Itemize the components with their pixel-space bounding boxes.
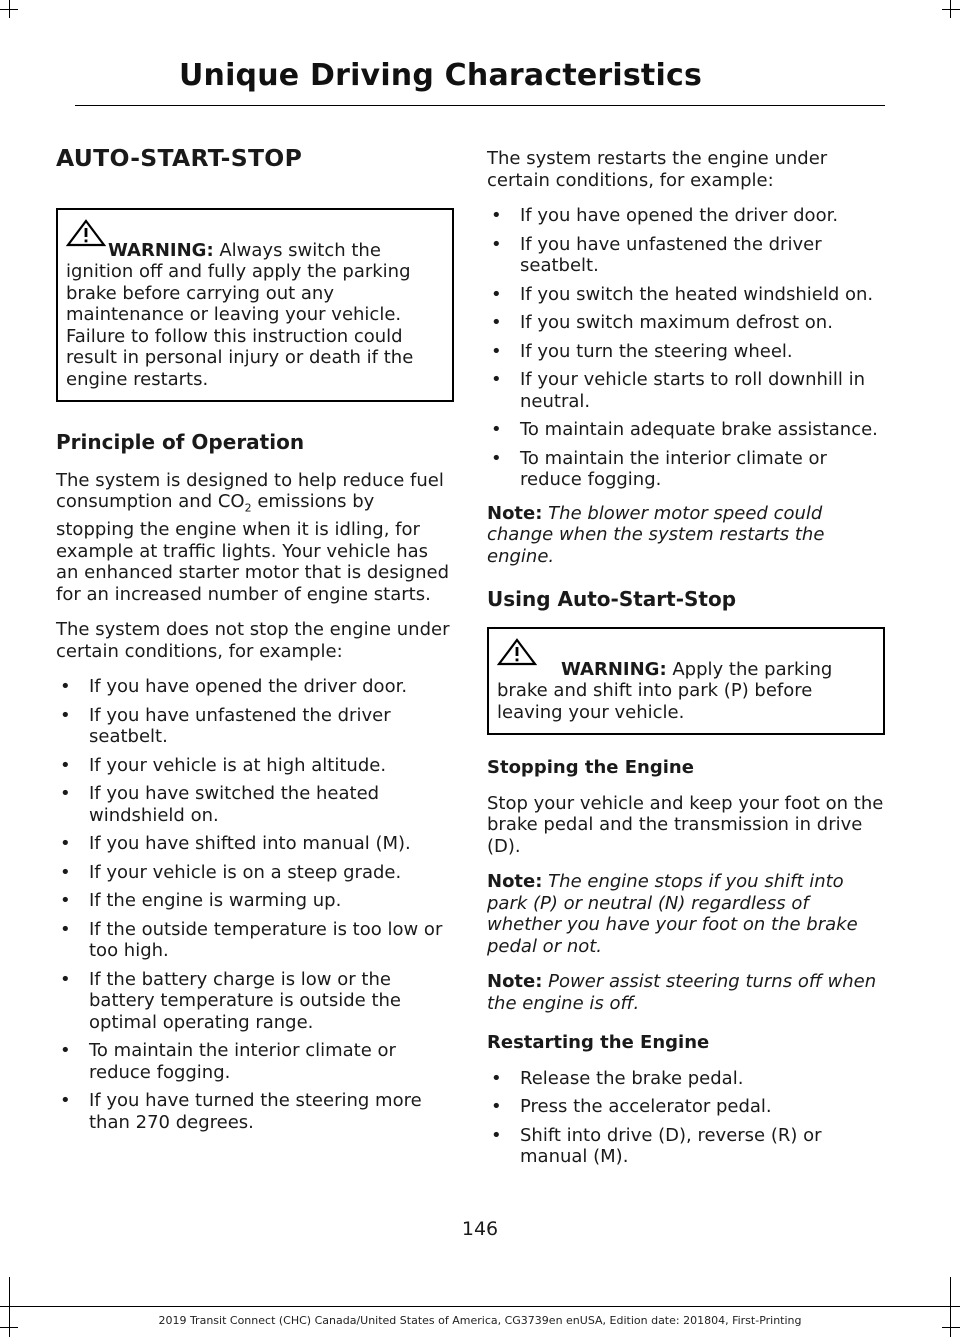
crop-mark: [942, 1327, 960, 1328]
page-number: 146: [461, 1218, 499, 1240]
list-item: • Release the brake pedal.: [487, 1068, 885, 1090]
list-item: • If you have opened the driver door.: [56, 676, 454, 698]
warning-triangle-icon: [495, 637, 539, 667]
warning-box: [56, 208, 454, 403]
warning-body: Apply the parking brake and shift into park (P) before leaving your vehicle.: [497, 658, 833, 723]
warning-triangle-icon: [64, 218, 108, 248]
list-item: • To maintain adequate brake assistance.: [487, 419, 885, 441]
crop-mark: [0, 9, 18, 10]
right-column: [487, 148, 885, 1180]
warning-label: WARNING:: [561, 658, 667, 680]
note-text: The engine stops if you shift into park (P) or neutral (N) regardless of whether you have your foot on the brake pedal or not.: [487, 871, 858, 957]
warning-box: [487, 627, 885, 736]
note-label: Note:: [487, 502, 543, 524]
stopping-paragraph: Stop your vehicle and keep your foot on the brake pedal and the transmission in drive (D).: [487, 792, 884, 857]
list-item: • If you have switched the heated windshield on.: [56, 783, 454, 826]
list-item: • If the outside temperature is too low or too high.: [56, 919, 454, 962]
list-item: • Shift into drive (D), reverse (R) or manual (M).: [487, 1125, 885, 1168]
list-item: • Press the accelerator pedal.: [487, 1096, 885, 1118]
principle-text: The system is designed to help reduce fuel consumption and CO: [56, 469, 444, 512]
crop-mark: [942, 9, 960, 10]
page-header-title: Unique Driving Characteristics: [178, 58, 702, 93]
subsection-title: Using Auto-Start-Stop: [487, 587, 737, 611]
restarting-steps-list: [487, 1068, 885, 1168]
list-item: • If you turn the steering wheel.: [487, 341, 885, 363]
left-column: [56, 144, 454, 1145]
not-stop-conditions-list: [56, 676, 454, 1133]
list-item: • If you switch maximum defrost on.: [487, 312, 885, 334]
warning-body: Always switch the ignition off and fully apply the parking brake before carrying out any maintenance or leaving your vehicle. Failure to follow this instruction could result in personal injury or death if the engine restarts.: [66, 239, 414, 390]
warning-text: [66, 240, 444, 391]
principle-paragraph: [56, 470, 454, 606]
principle-text: emissions by stopping the engine when it is idling, for example at traffic lights. Your vehicle has an enhanced starter motor that is designed for an increased number of engine starts.: [56, 491, 450, 605]
subsection-title: Stopping the Engine: [487, 757, 694, 778]
subscript: 2: [244, 501, 252, 515]
warning-text: [497, 659, 875, 724]
crop-mark: [9, 1277, 10, 1337]
crop-mark: [0, 1327, 18, 1328]
list-item: • If your vehicle starts to roll downhill in neutral.: [487, 369, 885, 412]
list-item: • If the battery charge is low or the battery temperature is outside the optimal operating range.: [56, 969, 454, 1034]
note-label: Note:: [487, 971, 543, 992]
header-divider: [75, 105, 885, 106]
footer-divider: [0, 1306, 960, 1307]
note-label: Note:: [487, 871, 543, 892]
restart-intro: The system restarts the engine under certain conditions, for example:: [487, 148, 828, 191]
crop-mark: [950, 1277, 951, 1337]
list-item: • If you have opened the driver door.: [487, 205, 885, 227]
list-item: • If you switch the heated windshield on.: [487, 284, 885, 306]
warning-label: WARNING:: [108, 239, 214, 261]
list-item: • If you have shifted into manual (M).: [56, 833, 454, 855]
note: [487, 971, 885, 1014]
note: [487, 871, 885, 957]
footer-text: 2019 Transit Connect (CHC) Canada/United States of America, CG3739en enUSA, Edition date: 201804, First-Printing: [158, 1314, 802, 1327]
list-item: • To maintain the interior climate or reduce fogging.: [56, 1040, 454, 1083]
restart-conditions-list: [487, 205, 885, 491]
subsection-title: Restarting the Engine: [487, 1032, 710, 1053]
list-item: • If your vehicle is on a steep grade.: [56, 862, 454, 884]
list-item: • If the engine is warming up.: [56, 890, 454, 912]
list-item: • To maintain the interior climate or reduce fogging.: [487, 448, 885, 491]
note-text: The blower motor speed could change when the system restarts the engine.: [487, 502, 825, 567]
list-item: • If you have turned the steering more than 270 degrees.: [56, 1090, 454, 1133]
list-item: • If you have unfastened the driver seatbelt.: [487, 234, 885, 277]
note-text: Power assist steering turns off when the engine is off.: [487, 971, 877, 1014]
subsection-title: Principle of Operation: [56, 430, 305, 454]
note: [487, 503, 885, 568]
list-item: • If you have unfastened the driver seatbelt.: [56, 705, 454, 748]
list-item: • If your vehicle is at high altitude.: [56, 755, 454, 777]
section-title: AUTO-START-STOP: [56, 144, 303, 172]
conditions-intro: The system does not stop the engine under certain conditions, for example:: [56, 619, 450, 662]
